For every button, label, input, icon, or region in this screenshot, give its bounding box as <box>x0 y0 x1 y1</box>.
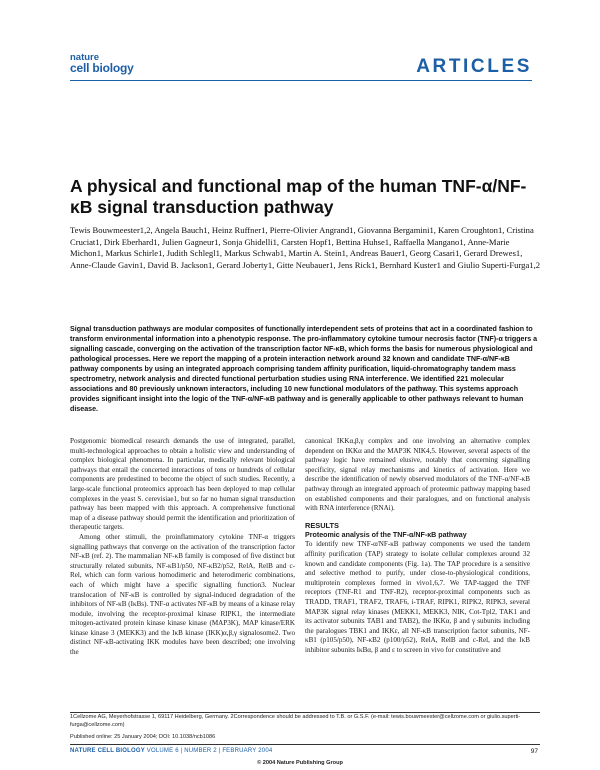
copyright-line: © 2004 Nature Publishing Group <box>257 760 343 766</box>
abstract: Signal transduction pathways are modular composites of functionally interdependent sets of proteins that act in a coordinated fashion to transform environmental information into a phenotypic response. The pro-inflammatory cytokine tumour necrosis factor (TNF)-α triggers a signalling cascade, converging on the activation of the transcription factor NF-κB, which forms the basis for numerous physiological and pathological processes. Here we report the mapping of a protein interaction network around 32 known and candidate TNF-α/NF-κB pathway components by using an integrated approach comprising tandem affinity purification, liquid-chromatography tandem mass spectrometry, network analysis and directed functional perturbation studies using RNA interference. We identified 221 molecular associations and 80 previously unknown interactors, including 10 new functional modulators of the pathway. This systems approach provides significant insight into the logic of the TNF-α/NF-κB pathway and is generally applicable to other pathways relevant to human disease. <box>70 325 538 413</box>
affiliation-footnote: 1Cellzome AG, Meyerhofstrasse 1, 69117 Heidelberg, Germany. 2Correspondence should be addressed to T.B. or G.S.F. (e-mail: tewis.bouwmeester@cellzome.com or giulio.superti-furga@cellzome.com) <box>70 714 521 728</box>
body-column-right <box>305 437 530 655</box>
body-paragraph: canonical IKKα,β,γ complex and one involving an alternative complex dependent on IKKα and the MAP3K NIK4,5. However, several aspects of the pathway logic have remained elusive, notably that concerning signalling specificity, signal relay mechanisms and kinetics of activation. Here we describe the identification of newly observed modulators of the TNF-α/NF-κB pathway through an integrated approach of proteomic pathway mapping based on established components and their paralogues, and on functional analysis with RNA interference (RNAi). <box>305 437 530 513</box>
body-paragraph: Postgenomic biomedical research demands the use of integrated, parallel, multi-technological approaches to obtain a holistic view and understanding of complex biological phenomena. In particular, medically relevant biological pathways that entail the concerted interactions of tens or hundreds of cellular components are predestined to become the object of such studies. Recently, a large-scale functional proteomics approach has been deployed to map cellular complexes in the yeast S. cerevisiae1, but so far no human signal transduction pathway has been mapped with this approach. A comprehensive functional map of a disease pathway should permit the identification and prioritization of therapeutic targets. <box>70 437 295 532</box>
article-title: A physical and functional map of the human TNF-α/NF-κB signal transduction pathway <box>70 176 527 217</box>
journal-logo <box>70 52 134 74</box>
page-number: 97 <box>530 748 538 755</box>
body-column-left <box>70 437 295 658</box>
published-line: Published online: 25 January 2004; DOI: 10.1038/ncb1086 <box>70 734 216 740</box>
results-heading: RESULTS <box>305 520 339 530</box>
journal-issue-line <box>70 748 272 754</box>
journal-issue: VOLUME 6 | NUMBER 2 | FEBRUARY 2004 <box>144 748 273 754</box>
body-paragraph: To identify new TNF-α/NF-κB pathway components we used the tandem affinity purification (TAP) strategy to isolate cellular complexes around 32 known and candidate components (Fig. 1a). The TAP procedure is a sensitive and selective method to purify, under close-to-physiological conditions, multiprotein complexes formed in vivo1,6,7. We TAP-tagged the TNF receptors (TNF-R1 and TNF-R2), receptor-proximal components such as TRADD, TRAF1, TRAF2, TRAF6, i-TRAF, RIPK1, RIPK2, RIPK3, several MAP3K signal relay kinases (MEKK1, MEKK3, NIK, Cot-Tpl2, TAK1 and its activator subunits TAB1 and TAB2), the IKKα, β and γ subunits including the paralogues TBK1 and IKKε, all NF-κB transcription factor subunits, NF-κB1 (p105/p50), NF-κB2 (p100/p52), RelA, RelB and c-Rel, and the IκB inhibitor subunits IκBα, β and ε to screen in vivo for constitutive and <box>305 540 530 654</box>
footer-rule <box>70 744 540 745</box>
journal-name: NATURE CELL BIOLOGY <box>70 748 145 754</box>
header-rule <box>70 80 532 81</box>
author-list: Tewis Bouwmeester1,2, Angela Bauch1, Heinz Ruffner1, Pierre-Olivier Angrand1, Giovanna Bergamini1, Karen Croughton1, Cristina Cruciat1, Dirk Eberhard1, Julien Gagneur1, Sonja Ghidelli1, Carsten Hopf1, Bettina Huhse1, Raffaella Mangano1, Anne-Marie Michon1, Markus Schirle1, Judith Schlegl1, Markus Schwab1, Martin A. Stein1, Andreas Bauer1, Georg Casari1, Gerard Drewes1, Anne-Claude Gavin1, David B. Jackson1, Gerard Joberty1, Gitte Neubauer1, Jens Rick1, Bernhard Kuster1 and Giulio Superti-Furga1,2 <box>70 225 541 270</box>
logo-line-1: nature <box>70 52 100 63</box>
logo-line-2: cell biology <box>70 61 134 75</box>
body-paragraph: Among other stimuli, the proinflammatory cytokine TNF-α triggers signalling pathways that converge on the activation of the transcription factor NF-κB (ref. 2). The mammalian NF-κB family is composed of five distinct but structurally related subunits, NF-κB1/p50, NF-κB2/p52, RelA, RelB and c-Rel, which can form various homodimeric and heterodimeric combinations, each of which might have a specific signalling function3. Nuclear translocation of NF-κB is controlled by signal-induced degradation of the inhibitors of NF-κB (IκBs). TNF-α activates NF-κB by means of a kinase relay module, involving the receptor-proximal kinase RIPK1, the intermediate mitogen-activated protein kinase kinase kinase (MAP3K), MAP kinase/ERK kinase kinase 3 (MEKK3) and the IκB kinase (IKK)α,β,γ signalosome2. Two distinct NF-κB-activating IKK modules have been described; one involving the <box>70 532 295 657</box>
results-subheading: Proteomic analysis of the TNF-α/NF-κB pathway <box>305 530 467 539</box>
section-label: ARTICLES <box>416 56 532 77</box>
